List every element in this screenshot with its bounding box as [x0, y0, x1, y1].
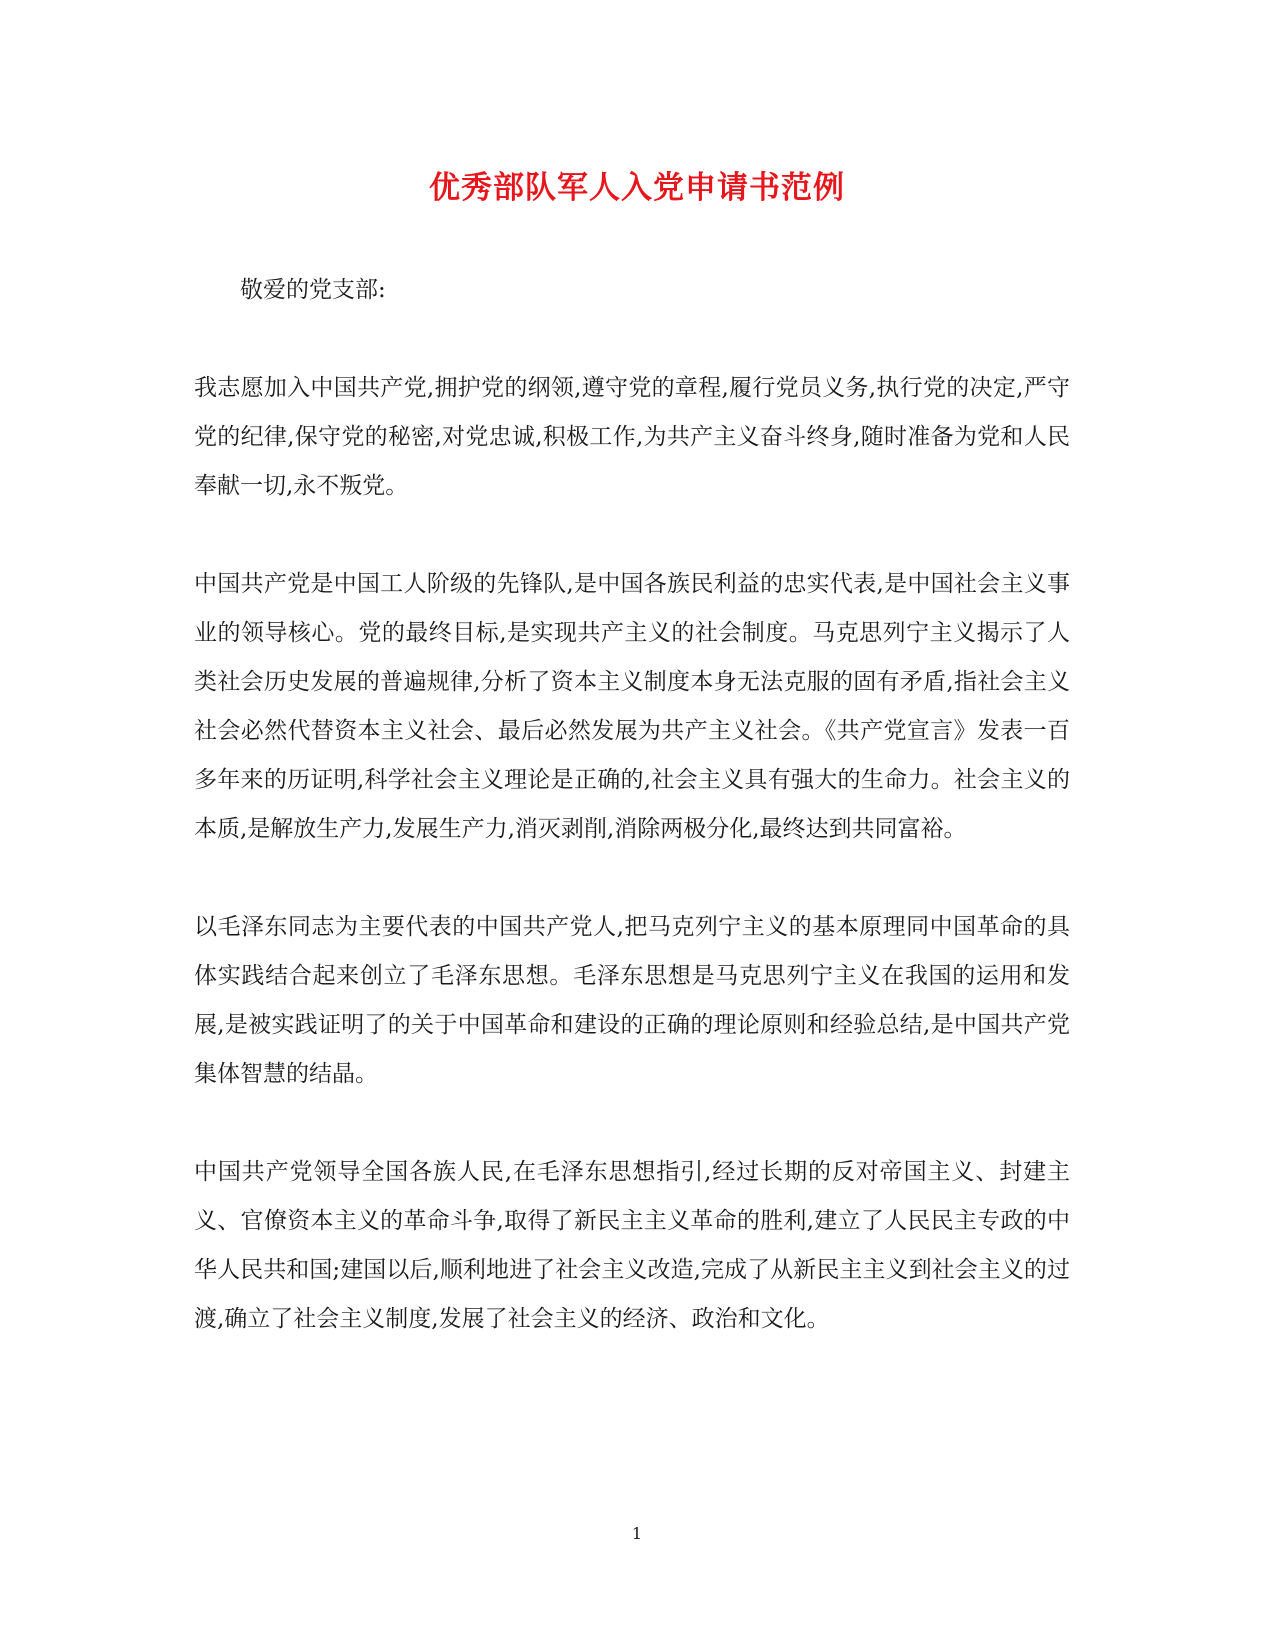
paragraph-1: 我志愿加入中国共产党,拥护党的纲领,遵守党的章程,履行党员义务,执行党的决定,严守党的纪律,保守党的秘密,对党忠诚,积极工作,为共产主义奋斗终身,随时准备为党和人民奉献一切,永不叛党。 — [194, 375, 1070, 499]
paragraph-3: 以毛泽东同志为主要代表的中国共产党人,把马克列宁主义的基本原理同中国革命的具体实践结合起来创立了毛泽东思想。毛泽东思想是马克思列宁主义在我国的运用和发展,是被实践证明了的关于中国革命和建设的正确的理论原则和经验总结,是中国共产党集体智慧的结晶。 — [194, 914, 1070, 1087]
document-title: 优秀部队军人入党申请书范例 — [429, 170, 845, 206]
paragraph-2: 中国共产党是中国工人阶级的先锋队,是中国各族民利益的忠实代表,是中国社会主义事业的领导核心。党的最终目标,是实现共产主义的社会制度。马克思列宁主义揭示了人类社会历史发展的普遍规律,分析了资本主义制度本身无法克服的固有矛盾,指社会主义社会必然代替资本主义社会、最后必然发展为共产主义社会。《共产党宣言》发表一百多年来的历证明,科学社会主义理论是正确的,社会主义具有强大的生命力。社会主义的本质,是解放生产力,发展生产力,消灭剥削,消除两极分化,最终达到共同富裕。 — [194, 571, 1070, 842]
page-number: 1 — [631, 1524, 643, 1543]
document-body — [194, 266, 1070, 1393]
paragraph-4: 中国共产党领导全国各族人民,在毛泽东思想指引,经过长期的反对帝国主义、封建主义、官僚资本主义的革命斗争,取得了新民主主义革命的胜利,建立了人民民主专政的中华人民共和国;建国以后,顺利地进了社会主义改造,完成了从新民主主义到社会主义的过渡,确立了社会主义制度,发展了社会主义的经济、政治和文化。 — [194, 1159, 1070, 1332]
salutation: 敬爱的党支部: — [240, 277, 386, 303]
